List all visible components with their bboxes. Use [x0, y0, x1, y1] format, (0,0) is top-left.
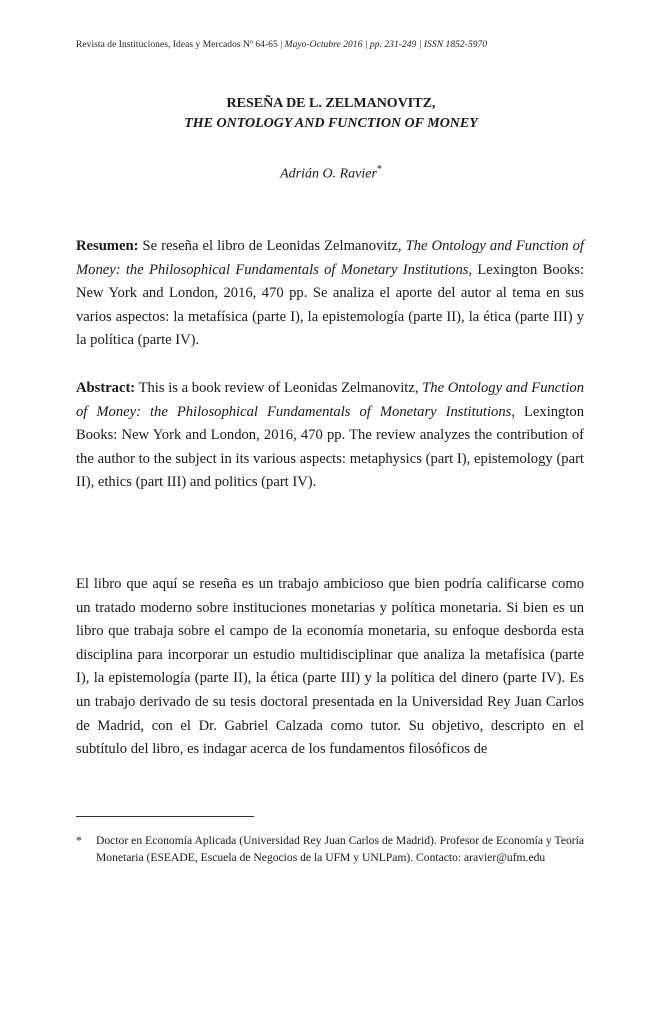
abstract-paragraph	[76, 377, 584, 495]
title-line-1: RESEÑA DE L. ZELMANOVITZ,	[226, 96, 436, 111]
resumen-paragraph	[76, 235, 584, 353]
resumen-book-title: The Ontology and Function of Money: the Philosophical Fundamentals of Monetary Institutions	[76, 238, 584, 278]
title-line-2: THE ONTOLOGY AND FUNCTION OF MONEY	[184, 116, 478, 131]
footnote-mark: *	[76, 834, 82, 847]
article-title	[76, 94, 586, 134]
resumen-text-post: , Lexington Books: New York and London, 2016, 470 pp. Se analiza el aporte del autor al tema en sus varios aspectos: la metafísica (parte I), la epistemología (parte II), la ética (parte III) y la política (parte IV).	[76, 261, 584, 349]
running-head-journal: Revista de Instituciones, Ideas y Mercados Nº 64-65 |	[76, 40, 283, 50]
abstract-book-title: The Ontology and Function of Money: the Philosophical Fundamentals of Monetary Institutions	[76, 380, 584, 420]
body-paragraph: El libro que aquí se reseña es un trabajo ambicioso que bien podría calificarse como un tratado moderno sobre instituciones monetarias y política monetaria. Si bien es un libro que trabaja sobre el campo de la economía monetaria, su enfoque desborda esta disciplina para incorporar un estudio multidisciplinar que analiza la metafísica (parte I), la epistemología (parte II), la ética (parte III) y la política del dinero (parte IV). Es un trabajo derivado de su tesis doctoral presentada en la Universidad Rey Juan Carlos de Madrid, con el Dr. Gabriel Calzada como tutor. Su objetivo, descripto en el subtítulo del libro, es indagar acerca de los fundamentos filosóficos de	[76, 576, 584, 758]
abstract-text-post: , Lexington Books: New York and London, 2016, 470 pp. The review analyzes the contribution of the author to the subject in its various aspects: metaphysics (part I), epistemology (part II), ethics (part III) and politics (part IV).	[76, 403, 584, 491]
running-head	[76, 40, 586, 50]
running-head-issue: Mayo-Octubre 2016	[284, 40, 363, 50]
resumen-text-pre: Se reseña el libro de Leonidas Zelmanovitz,	[138, 238, 406, 254]
running-head-pages: | pp. 231-249 | ISSN 1852-5970	[364, 40, 488, 50]
footnote-text: Doctor en Economía Aplicada (Universidad Rey Juan Carlos de Madrid). Profesor de Economía y Teoría Monetaria (ESEADE, Escuela de Negocios de la UFM y UNLPam). Contacto: aravier@ufm.edu	[96, 834, 584, 865]
footnote-divider	[76, 816, 254, 817]
author-byline	[76, 164, 586, 183]
resumen-label: Resumen:	[76, 238, 139, 254]
abstract-text-pre: This is a book review of Leonidas Zelmanovitz,	[135, 380, 423, 396]
footnote	[76, 832, 584, 867]
author-name: Adrián O. Ravier	[280, 166, 377, 182]
author-footnote-mark: *	[376, 164, 382, 175]
abstract-label: Abstract:	[76, 380, 136, 396]
